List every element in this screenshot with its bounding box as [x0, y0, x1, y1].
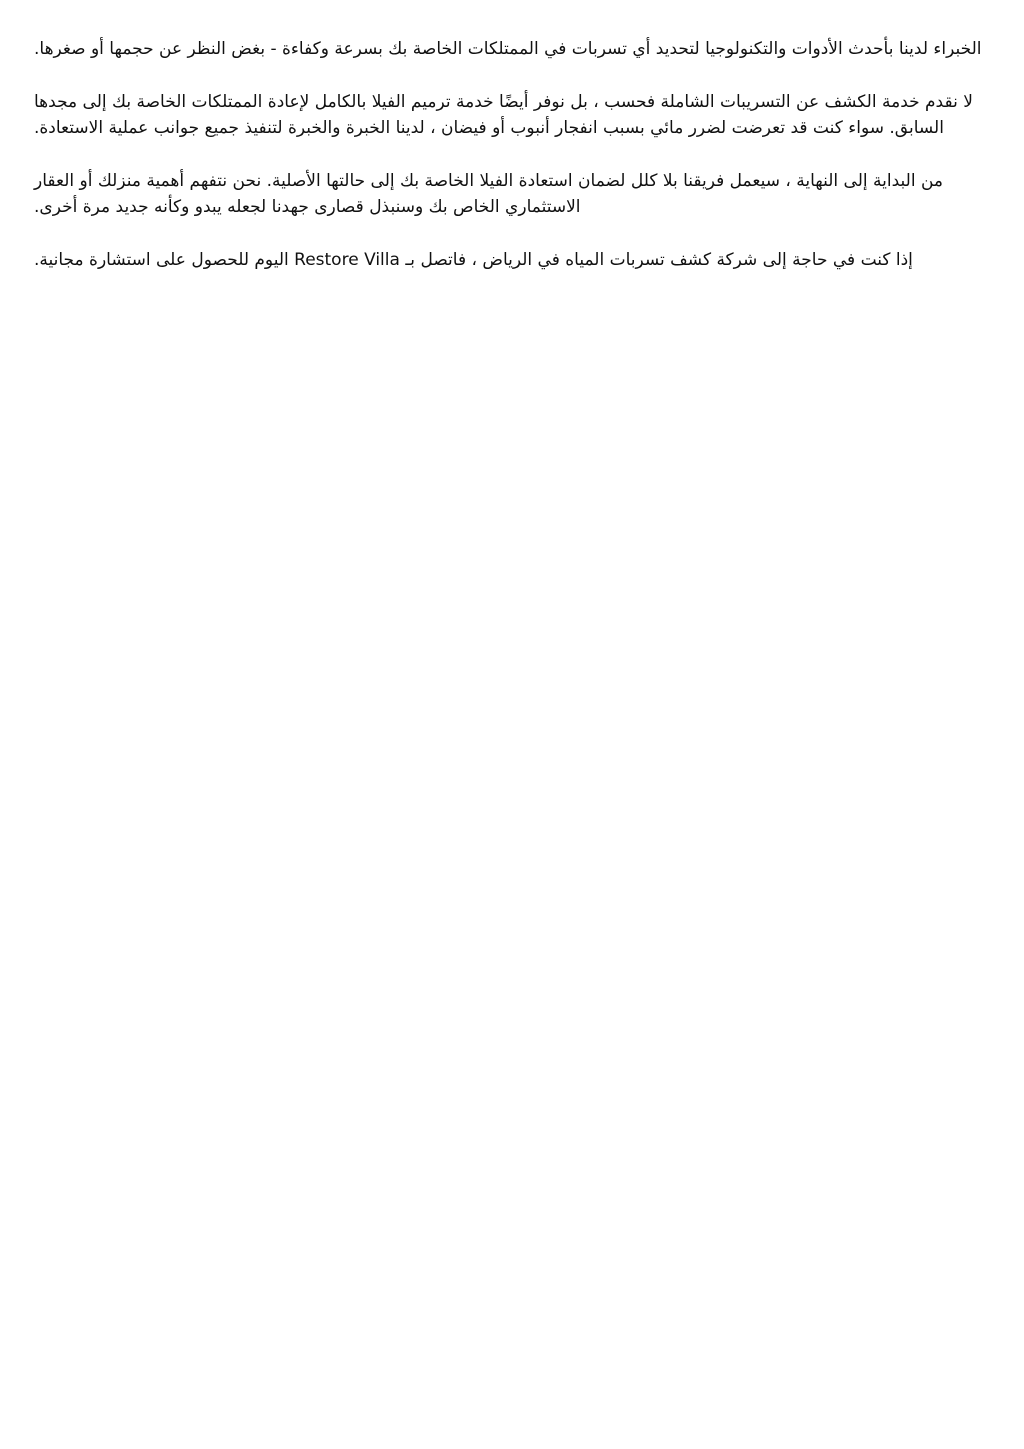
- paragraph-experts-tools: الخبراء لدينا بأحدث الأدوات والتكنولوجيا لتحديد أي تسربات في الممتلكات الخاصة بك بسرعة وكفاءة - بغض النظر عن حجمها أو صغرها.: [34, 39, 982, 59]
- document-body: [34, 36, 990, 299]
- paragraph-restoration-service: لا نقدم خدمة الكشف عن التسريبات الشاملة فحسب ، بل نوفر أيضًا خدمة ترميم الفيلا بالكامل لإعادة الممتلكات الخاصة بك إلى مجدها السابق. سواء كنت قد تعرضت لضرر مائي بسبب انفجار أنبوب أو فيضان ، لدينا الخبرة والخبرة لتنفيذ جميع جوانب عملية الاستعادة.: [34, 91, 973, 138]
- paragraph-start-to-finish: من البداية إلى النهاية ، سيعمل فريقنا بلا كلل لضمان استعادة الفيلا الخاصة بك إلى حالتها الأصلية. نحن نتفهم أهمية منزلك أو العقار الاستثماري الخاص بك وسنبذل قصارى جهدنا لجعله يبدو وكأنه جديد مرة أخرى.: [34, 170, 943, 217]
- paragraph-contact-call: إذا كنت في حاجة إلى شركة كشف تسربات المياه في الرياض ، فاتصل بـ Restore Villa اليوم للحصول على استشارة مجانية.: [34, 249, 913, 270]
